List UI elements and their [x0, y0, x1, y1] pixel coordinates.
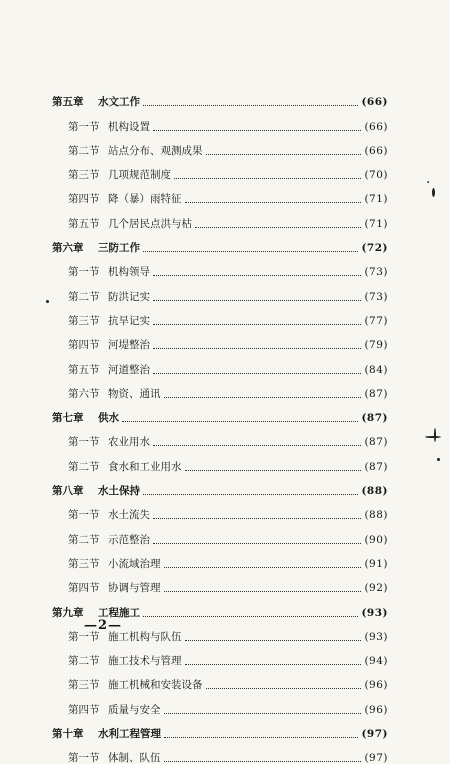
toc-entry-number: 第三节	[68, 169, 100, 182]
toc-entry-number: 第五节	[68, 363, 100, 376]
dot-leader	[164, 761, 362, 762]
toc-entry-page: (93)	[364, 630, 388, 643]
toc-entry-number: 第六章	[52, 242, 84, 255]
toc-entry-title: 协调与管理	[108, 582, 161, 595]
toc-entry-page: (71)	[364, 193, 388, 206]
toc-section-row	[52, 546, 388, 570]
toc-entry-title: 三防工作	[98, 242, 140, 255]
toc-entry-title: 防洪记实	[108, 290, 150, 303]
dot-leader	[122, 421, 358, 422]
toc-entry-title: 降（暴）雨特征	[108, 193, 182, 206]
toc-chapter-row	[52, 716, 388, 740]
toc-entry-number: 第七章	[52, 412, 84, 425]
toc-entry-page: (93)	[361, 606, 388, 619]
toc-entry-page: (96)	[364, 679, 388, 692]
dot-leader	[143, 494, 358, 495]
dot-leader	[153, 300, 361, 301]
toc-entry-page: (72)	[361, 242, 388, 255]
toc-section-row	[52, 521, 388, 545]
toc-section-row	[52, 497, 388, 521]
toc-section-row	[52, 376, 388, 400]
scan-speck	[425, 436, 441, 438]
dot-leader	[143, 251, 358, 252]
toc-entry-title: 几个居民点洪与枯	[108, 217, 192, 230]
dot-leader	[164, 591, 362, 592]
toc-entry-title: 农业用水	[108, 436, 150, 449]
toc-section-row	[52, 351, 388, 375]
dot-leader	[164, 397, 362, 398]
toc-section-row	[52, 667, 388, 691]
toc-entry-page: (84)	[364, 363, 388, 376]
toc-entry-page: (66)	[364, 120, 388, 133]
toc-section-row	[52, 133, 388, 157]
toc-entry-number: 第四节	[68, 703, 100, 716]
dot-leader	[206, 154, 362, 155]
scan-speck	[432, 188, 435, 197]
toc-entry-title: 质量与安全	[108, 703, 161, 716]
toc-entry-title: 水利工程管理	[98, 728, 161, 741]
toc-entry-number: 第四节	[68, 582, 100, 595]
toc-entry-title: 站点分布、观测成果	[108, 144, 203, 157]
toc-entry-title: 河道整治	[108, 363, 150, 376]
toc-section-row	[52, 181, 388, 205]
toc-section-row	[52, 643, 388, 667]
toc-entry-number: 第二节	[68, 144, 100, 157]
toc-entry-page: (97)	[361, 728, 388, 741]
toc-entry-number: 第十章	[52, 728, 84, 741]
toc-entry-page: (87)	[364, 436, 388, 449]
dot-leader	[153, 518, 361, 519]
dot-leader	[143, 105, 358, 106]
toc-entry-number: 第九章	[52, 606, 84, 619]
toc-entry-page: (73)	[364, 266, 388, 279]
table-of-contents	[52, 84, 388, 764]
toc-entry-number: 第二节	[68, 460, 100, 473]
page-number: —2—	[84, 618, 123, 633]
toc-entry-number: 第一节	[68, 266, 100, 279]
dot-leader	[174, 178, 361, 179]
toc-entry-page: (77)	[364, 314, 388, 327]
dot-leader	[164, 737, 358, 738]
toc-entry-title: 小流域治理	[108, 557, 161, 570]
dot-leader	[153, 275, 361, 276]
scan-speck	[434, 428, 436, 442]
toc-entry-title: 体制、队伍	[108, 752, 161, 764]
toc-entry-page: (88)	[364, 509, 388, 522]
toc-entry-title: 水土流失	[108, 509, 150, 522]
dot-leader	[153, 348, 361, 349]
toc-entry-number: 第一节	[68, 630, 100, 643]
toc-entry-title: 物资、通讯	[108, 387, 161, 400]
toc-entry-title: 施工机构与队伍	[108, 630, 182, 643]
dot-leader	[153, 324, 361, 325]
toc-entry-number: 第八章	[52, 485, 84, 498]
toc-entry-number: 第一节	[68, 120, 100, 133]
toc-section-row	[52, 303, 388, 327]
dot-leader	[143, 616, 358, 617]
toc-entry-title: 食水和工业用水	[108, 460, 182, 473]
toc-entry-title: 水土保持	[98, 485, 140, 498]
toc-entry-page: (92)	[364, 582, 388, 595]
toc-entry-title: 水文工作	[98, 96, 140, 109]
dot-leader	[164, 713, 362, 714]
toc-chapter-row	[52, 84, 388, 108]
toc-entry-title: 抗旱记实	[108, 314, 150, 327]
toc-entry-page: (94)	[364, 655, 388, 668]
toc-chapter-row	[52, 473, 388, 497]
scan-speck	[437, 458, 440, 461]
dot-leader	[153, 373, 361, 374]
toc-section-row	[52, 570, 388, 594]
toc-entry-page: (87)	[364, 387, 388, 400]
toc-entry-number: 第三节	[68, 314, 100, 327]
toc-entry-page: (96)	[364, 703, 388, 716]
margin-mark: ·	[426, 175, 431, 191]
toc-entry-number: 第四节	[68, 193, 100, 206]
toc-section-row	[52, 448, 388, 472]
toc-entry-page: (73)	[364, 290, 388, 303]
toc-entry-title: 示范整治	[108, 533, 150, 546]
dot-leader	[185, 664, 362, 665]
toc-entry-page: (79)	[364, 339, 388, 352]
dot-leader	[153, 445, 361, 446]
toc-section-row	[52, 740, 388, 764]
toc-section-row	[52, 205, 388, 229]
toc-entry-title: 施工机械和安装设备	[108, 679, 203, 692]
toc-entry-page: (90)	[364, 533, 388, 546]
toc-entry-page: (66)	[364, 144, 388, 157]
toc-entry-number: 第四节	[68, 339, 100, 352]
toc-section-row	[52, 108, 388, 132]
toc-entry-number: 第三节	[68, 557, 100, 570]
toc-entry-title: 机构领导	[108, 266, 150, 279]
toc-entry-number: 第二节	[68, 533, 100, 546]
toc-entry-title: 工程施工	[98, 606, 140, 619]
dot-leader	[153, 130, 361, 131]
scan-speck	[46, 300, 49, 303]
toc-entry-title: 机构设置	[108, 120, 150, 133]
toc-chapter-row	[52, 400, 388, 424]
toc-entry-page: (71)	[364, 217, 388, 230]
dot-leader	[195, 227, 361, 228]
toc-section-row	[52, 424, 388, 448]
toc-entry-number: 第一节	[68, 752, 100, 764]
toc-entry-number: 第二节	[68, 655, 100, 668]
dot-leader	[153, 543, 361, 544]
toc-entry-number: 第一节	[68, 436, 100, 449]
toc-entry-page: (88)	[361, 485, 388, 498]
toc-entry-title: 供水	[98, 412, 119, 425]
toc-entry-number: 第五节	[68, 217, 100, 230]
toc-entry-page: (87)	[361, 412, 388, 425]
toc-entry-page: (66)	[361, 96, 388, 109]
dot-leader	[164, 567, 362, 568]
toc-entry-number: 第五章	[52, 96, 84, 109]
toc-entry-number: 第一节	[68, 509, 100, 522]
toc-entry-title: 河堤整治	[108, 339, 150, 352]
toc-entry-page: (91)	[364, 557, 388, 570]
toc-entry-title: 几项规范制度	[108, 169, 171, 182]
toc-entry-title: 施工技术与管理	[108, 655, 182, 668]
toc-section-row	[52, 278, 388, 302]
toc-entry-page: (70)	[364, 169, 388, 182]
toc-entry-number: 第三节	[68, 679, 100, 692]
toc-entry-page: (97)	[364, 752, 388, 764]
toc-section-row	[52, 327, 388, 351]
toc-section-row	[52, 691, 388, 715]
toc-section-row	[52, 254, 388, 278]
toc-entry-number: 第二节	[68, 290, 100, 303]
toc-entry-page: (87)	[364, 460, 388, 473]
toc-entry-number: 第六节	[68, 387, 100, 400]
dot-leader	[206, 688, 362, 689]
dot-leader	[185, 470, 362, 471]
toc-chapter-row	[52, 230, 388, 254]
toc-chapter-row	[52, 594, 388, 618]
toc-section-row	[52, 157, 388, 181]
dot-leader	[185, 202, 362, 203]
dot-leader	[185, 640, 362, 641]
